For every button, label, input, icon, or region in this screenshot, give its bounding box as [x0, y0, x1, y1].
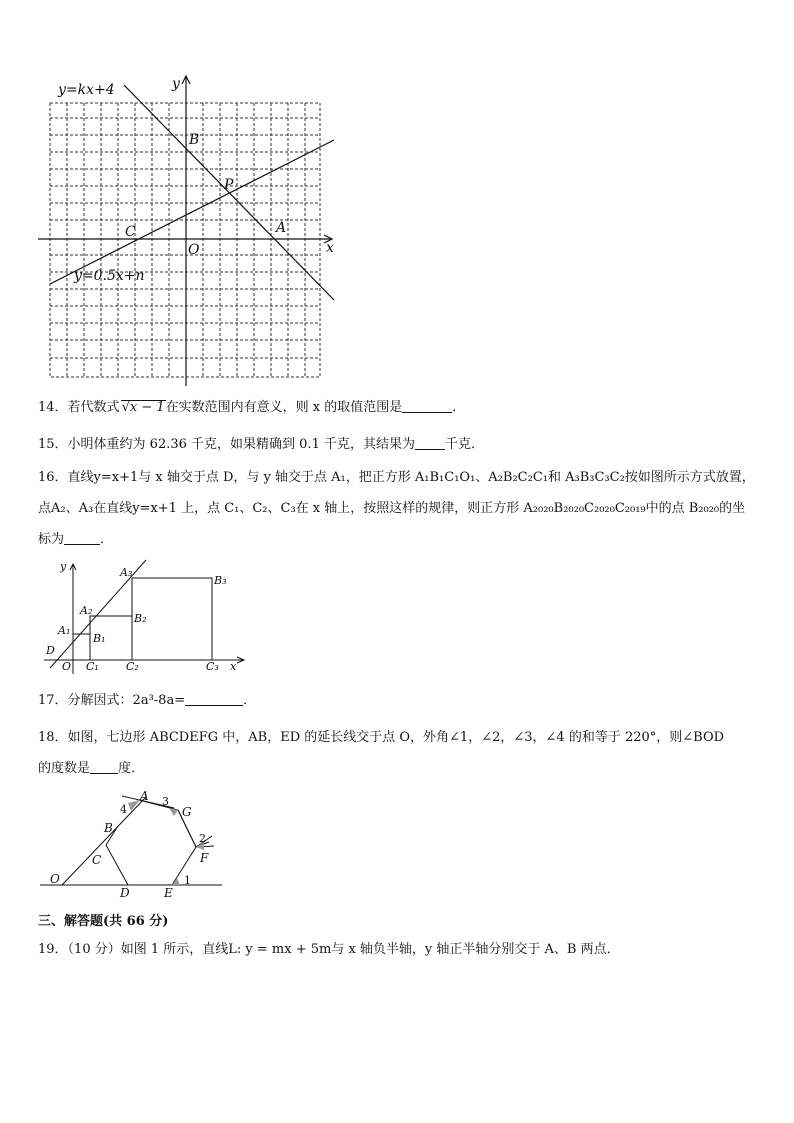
- label-A: A: [276, 220, 287, 236]
- fig16-C2: C₂: [126, 660, 139, 673]
- heptagon-figure: [36, 786, 226, 898]
- fig16-D: D: [46, 644, 55, 657]
- fig16-B1: B₁: [93, 632, 106, 645]
- label-B: B: [189, 132, 200, 148]
- fig18-n1: 1: [184, 874, 191, 887]
- fig18-E: E: [164, 886, 173, 898]
- fig16-A1: A₁: [58, 624, 71, 637]
- label-line2: y=0.5x+n: [74, 268, 145, 284]
- fig16-C1: C₁: [86, 660, 99, 673]
- squares-figure: [40, 558, 250, 676]
- label-line1: y=kx+4: [58, 82, 115, 98]
- answer-blank: [415, 436, 445, 450]
- question-17: 17．分解因式：2a³-8a= ．: [38, 693, 257, 708]
- answer-blank: [64, 531, 100, 545]
- question-16-line-3: 标为 ．: [38, 532, 114, 547]
- question-18-line-1: 18．如图，七边形 ABCDEFG 中，AB，ED 的延长线交于点 O，外角∠1，∠2，∠3，∠4 的和等于 220°，则∠BOD: [38, 730, 725, 745]
- question-19: 19．（10 分）如图 1 所示，直线L: y = mx + 5m与 x 轴负半轴，y 轴正半轴分别交于 A、B 两点．: [38, 942, 620, 957]
- fig16-C3: C₃: [206, 660, 219, 673]
- answer-blank: [90, 760, 118, 774]
- label-C: C: [125, 224, 136, 240]
- fig18-n3: 3: [162, 795, 169, 808]
- fig18-C: C: [92, 853, 102, 867]
- question-16-line-1: 16．直线y=x+1与 x 轴交于点 D，与 y 轴交于点 A₁，把正方形 A₁B₁C₁O₁、A₂B₂C₂C₁和 A₃B₃C₃C₂按如图所示方式放置，: [38, 470, 755, 485]
- fig16-B2: B₂: [134, 612, 147, 625]
- answer-blank: [402, 399, 452, 413]
- answer-blank: [185, 692, 243, 706]
- question-14: 14．若代数式 √x − 1在实数范围内有意义，则 x 的取值范围是 ．: [38, 400, 466, 415]
- fig16-y: y: [60, 560, 67, 573]
- question-18-line-2: 的度数是 度．: [38, 761, 145, 776]
- fig18-n4: 4: [120, 803, 127, 816]
- fig18-n2: 2: [199, 832, 206, 845]
- fig18-A: A: [140, 789, 149, 803]
- label-O: O: [188, 242, 200, 258]
- question-16-line-2: 点A₂、A₃在直线y=x+1 上，点 C₁、C₂、C₃在 x 轴上，按照这样的规律，则正方形 A₂₀₂₀B₂₀₂₀C₂₀₂₀C₂₀₁₉中的点 B₂₀₂₀的坐: [38, 501, 746, 516]
- fig18-F: F: [200, 851, 209, 865]
- fig16-A3: A₃: [120, 566, 133, 579]
- fig16-B3: B₃: [214, 574, 227, 587]
- fig16-O: O: [62, 660, 72, 673]
- fig16-x: x: [230, 660, 237, 673]
- label-P: P: [224, 177, 234, 193]
- fig18-D: D: [120, 886, 130, 898]
- line-0.5x-plus-n: [50, 140, 334, 284]
- fig18-G: G: [182, 805, 192, 819]
- fig18-O: O: [50, 872, 60, 886]
- label-y-axis: y: [172, 76, 180, 92]
- grid: [50, 103, 320, 377]
- fig18-B: B: [104, 821, 113, 835]
- question-15: 15．小明体重约为 62.36 千克，如果精确到 0.1 千克，其结果为 千克．: [38, 437, 484, 452]
- coordinate-grid-figure: [36, 70, 346, 390]
- section-title: 三、解答题(共 66 分): [38, 914, 169, 929]
- fig16-A2: A₂: [80, 604, 93, 617]
- label-x-axis: x: [326, 240, 334, 256]
